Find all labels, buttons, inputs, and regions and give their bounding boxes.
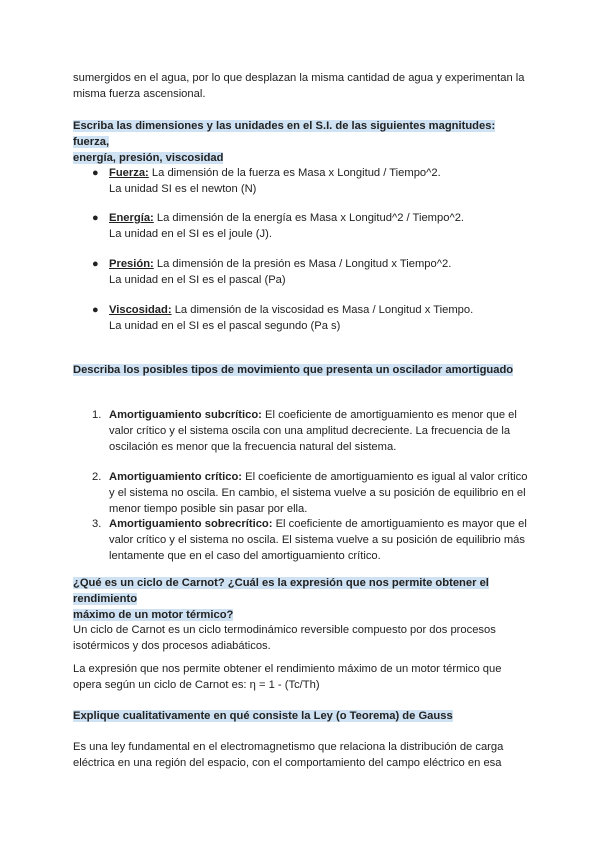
bullet-icon: ●: [92, 304, 99, 316]
intro-line-1: sumergidos en el agua, por lo que desplazan la misma cantidad de agua y experimentan la: [73, 72, 525, 84]
question-1-heading-line-2: energía, presión, viscosidad: [73, 152, 224, 165]
term-energia: Energía:: [109, 212, 154, 224]
item-text: La dimensión de la presión es Masa / Longitud x Tiempo^2.: [153, 258, 452, 270]
term-presion: Presión:: [109, 258, 154, 270]
bullet-icon: ●: [92, 258, 99, 270]
item-unit: La unidad en el SI es el pascal (Pa): [109, 274, 286, 287]
intro-paragraph: [73, 70, 533, 102]
carnot-paragraph-1: Un ciclo de Carnot es un ciclo termodinámico reversible compuesto por dos procesos isotérmicos y dos procesos adiabáticos.: [73, 624, 496, 653]
item-text: El coeficiente de amortiguamiento es igual al valor crítico y el sistema no oscila. En cambio, el sistema vuelve a su posición de equilibrio en el menor tiempo posible sin pasar por ella.: [109, 471, 528, 516]
question-1-heading-line-1: Escriba las dimensiones y las unidades en el S.I. de las siguientes magnitudes: fuerza,: [73, 120, 496, 149]
item-unit: La unidad SI es el newton (N): [109, 183, 257, 196]
question-4-heading: [73, 708, 533, 724]
term-sobrecritico: Amortiguamiento sobrecrítico:: [109, 518, 273, 530]
item-text: La dimensión de la fuerza es Masa x Longitud / Tiempo^2.: [148, 167, 441, 179]
carnot-paragraph-2: La expresión que nos permite obtener el rendimiento máximo de un motor térmico que opera según un ciclo de Carnot es: η = 1 - (Tc/Th): [73, 663, 502, 692]
term-viscosidad: Viscosidad:: [109, 304, 172, 316]
item-number: 1.: [92, 409, 102, 421]
question-3-heading-line-2: máximo de un motor térmico?: [73, 609, 234, 622]
item-text: El coeficiente de amortiguamiento es menor que el valor crítico y el sistema oscila con una amplitud decreciente. La frecuencia de la oscilación es menor que la frecuencia natural del sistema.: [109, 409, 517, 454]
question-2-heading: [73, 362, 533, 378]
question-1-heading: [73, 118, 533, 167]
question-3-heading: [73, 575, 533, 624]
term-subcritico: Amortiguamiento subcrítico:: [109, 409, 262, 421]
bullet-icon: ●: [92, 212, 99, 224]
item-unit: La unidad en el SI es el joule (J).: [109, 228, 272, 241]
question-2-heading-text: Describa los posibles tipos de movimiento que presenta un oscilador amortiguado: [73, 364, 514, 376]
gauss-paragraph-1: Es una ley fundamental en el electromagnetismo que relaciona la distribución de carga eléctrica en una región del espacio, con el comportamiento del campo eléctrico en esa: [73, 741, 504, 770]
intro-line-2: misma fuerza ascensional.: [73, 88, 206, 101]
term-critico: Amortiguamiento crítico:: [109, 471, 243, 483]
item-number: 2.: [92, 471, 102, 483]
item-text: La dimensión de la energía es Masa x Longitud^2 / Tiempo^2.: [153, 212, 465, 224]
item-text: El coeficiente de amortiguamiento es mayor que el valor crítico y el sistema no oscila. El sistema vuelve a su posición de equilibrio más lentamente que en el caso del amortiguamiento crítico.: [109, 518, 527, 563]
item-number: 3.: [92, 518, 102, 530]
question-4-heading-text: Explique cualitativamente en qué consiste la Ley (o Teorema) de Gauss: [73, 710, 453, 722]
question-3-heading-line-1: ¿Qué es un ciclo de Carnot? ¿Cuál es la expresión que nos permite obtener el rendimiento: [73, 577, 489, 606]
item-text: La dimensión de la viscosidad es Masa / Longitud x Tiempo.: [171, 304, 474, 316]
bullet-icon: ●: [92, 167, 99, 179]
item-unit: La unidad en el SI es el pascal segundo (Pa s): [109, 320, 341, 333]
term-fuerza: Fuerza:: [109, 167, 149, 179]
